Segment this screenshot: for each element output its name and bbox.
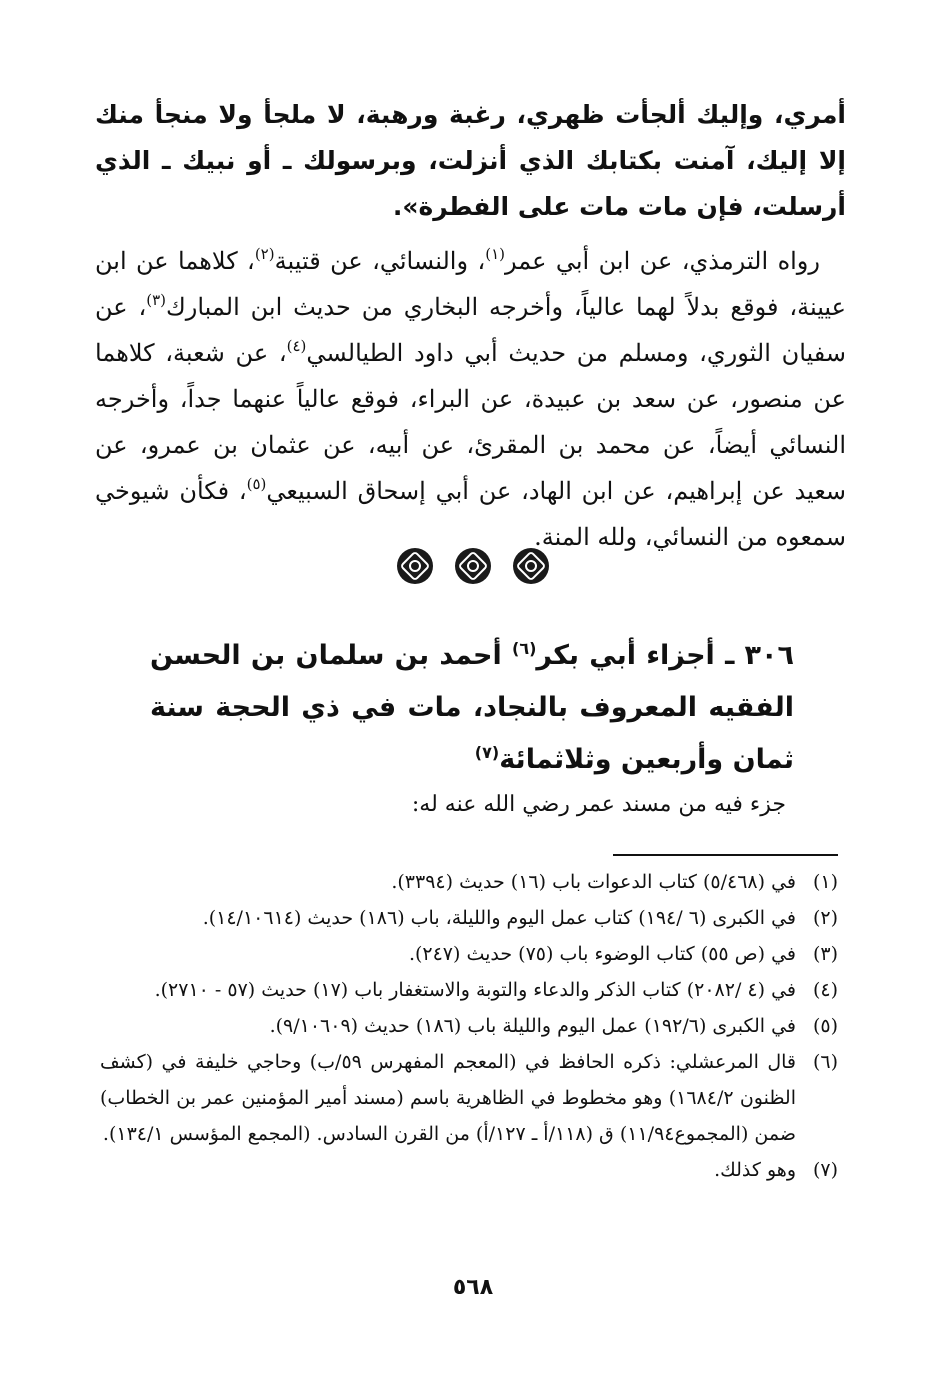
- footnote-marker-2: (٢): [254, 245, 275, 263]
- footnote-separator: [613, 854, 838, 856]
- commentary-text-6: ، فكأن شيوخي سمعوه من النسائي، ولله المنة.: [95, 477, 846, 551]
- page-number: ٥٦٨: [452, 1275, 494, 1300]
- footnote-number: (٦): [812, 1051, 838, 1073]
- footnote-text: في (٤ /٢٠٨٢) كتاب الذكر والدعاء والتوبة والاستغفار باب (١٧) حديث (٥٧ - ٢٧١٠).: [154, 979, 796, 1001]
- commentary-block: [95, 238, 846, 560]
- footnote-text: في الكبرى (٦ /١٩٤) كتاب عمل اليوم والليلة، باب (١٨٦) حديث (١٤/١٠٦١٤).: [202, 907, 796, 929]
- footnote-number: (٣): [812, 943, 838, 965]
- heading-text-1: ٣٠٦ ـ أجزاء أبي بكر: [536, 640, 794, 671]
- footnote-number: (٥): [812, 1015, 838, 1037]
- commentary-text-2: ، والنسائي، عن قتيبة: [274, 247, 486, 275]
- footnote-number: (٧): [812, 1159, 838, 1181]
- ornament-icon: [513, 548, 549, 584]
- ornament-icon: [455, 548, 491, 584]
- footnote-item: [100, 900, 838, 936]
- footnote-number: (١): [812, 871, 838, 893]
- commentary-text-5: ، عن شعبة، كلاهما عن منصور، عن سعد بن عبيدة، عن البراء، فوقع عالياً عنهما جداً، وأخرجه النسائي أيضاً، عن محمد بن المقرئ، عن أبيه، عن عثمان بن عمرو، عن سعيد عن إبراهيم، عن ابن الهاد، عن أبي إسحاق السبيعي: [95, 339, 847, 505]
- hadith-text-block: [95, 92, 846, 230]
- footnote-item: [100, 936, 838, 972]
- commentary-text-1: رواه الترمذي، عن ابن أبي عمر: [505, 247, 820, 275]
- section-intro-line: جزء فيه من مسند عمر رضي الله عنه له:: [411, 792, 786, 817]
- commentary-text-4: ، عن سفيان الثوري، ومسلم من حديث أبي داود الطيالسي: [95, 293, 846, 367]
- footnote-text: في (٥/٤٦٨) كتاب الدعوات باب (١٦) حديث (٣٣٩٤).: [391, 871, 796, 893]
- section-divider-ornaments: [0, 548, 946, 584]
- footnote-marker-1: (١): [485, 245, 506, 263]
- footnote-number: (٢): [812, 907, 838, 929]
- footnote-marker-7: (٧): [474, 743, 500, 762]
- footnote-item: [100, 1152, 838, 1188]
- footnote-text: في الكبرى (١٩٢/٦) عمل اليوم والليلة باب (١٨٦) حديث (٩/١٠٦٠٩).: [269, 1015, 796, 1037]
- footnote-item: [100, 1044, 838, 1152]
- section-heading: [150, 630, 794, 786]
- commentary-paragraph: [95, 238, 846, 560]
- heading-text-2: أحمد بن سلمان بن الحسن الفقيه المعروف بالنجاد، مات في ذي الحجة سنة ثمان وأربعين وثلاثمائة: [150, 640, 794, 775]
- footnote-number: (٤): [812, 979, 838, 1001]
- footnotes-list: [100, 864, 838, 1188]
- footnote-text: في (ص ٥٥) كتاب الوضوء باب (٧٥) حديث (٢٤٧).: [408, 943, 796, 965]
- footnote-marker-4: (٤): [286, 337, 307, 355]
- footnote-marker-5: (٥): [246, 475, 267, 493]
- hadith-bold-passage: أمري، وإليك ألجأت ظهري، رغبة ورهبة، لا ملجأ ولا منجأ منك إلا إليك، آمنت بكتابك الذي أنزلت، وبرسولك ـ أو نبيك ـ الذي أرسلت، فإن مات مات على الفطرة».: [95, 100, 846, 221]
- commentary-text-3: ، كلاهما عن ابن عيينة، فوقع بدلاً لهما عالياً، وأخرجه البخاري من حديث ابن المبارك: [95, 247, 846, 321]
- footnote-item: [100, 1008, 838, 1044]
- ornament-icon: [397, 548, 433, 584]
- footnote-item: [100, 972, 838, 1008]
- footnote-item: [100, 864, 838, 900]
- footnote-text: وهو كذلك.: [714, 1159, 796, 1181]
- footnote-marker-3: (٣): [146, 291, 166, 309]
- footnote-text: قال المرعشلي: ذكره الحافظ في (المعجم المفهرس ٥٩/ب) وحاجي خليفة في (كشف الظنون ١٦٨٤/٢) وهو مخطوط في الظاهرية باسم (مسند أمير المؤمنين عمر بن الخطاب) ضمن (المجموع١١/٩٤) ق (١١٨/أ ـ ١٢٧/أ) من القرن السادس. (المجمع المؤسس ١٣٤/١).: [100, 1051, 796, 1145]
- footnote-marker-6: (٦): [512, 639, 537, 658]
